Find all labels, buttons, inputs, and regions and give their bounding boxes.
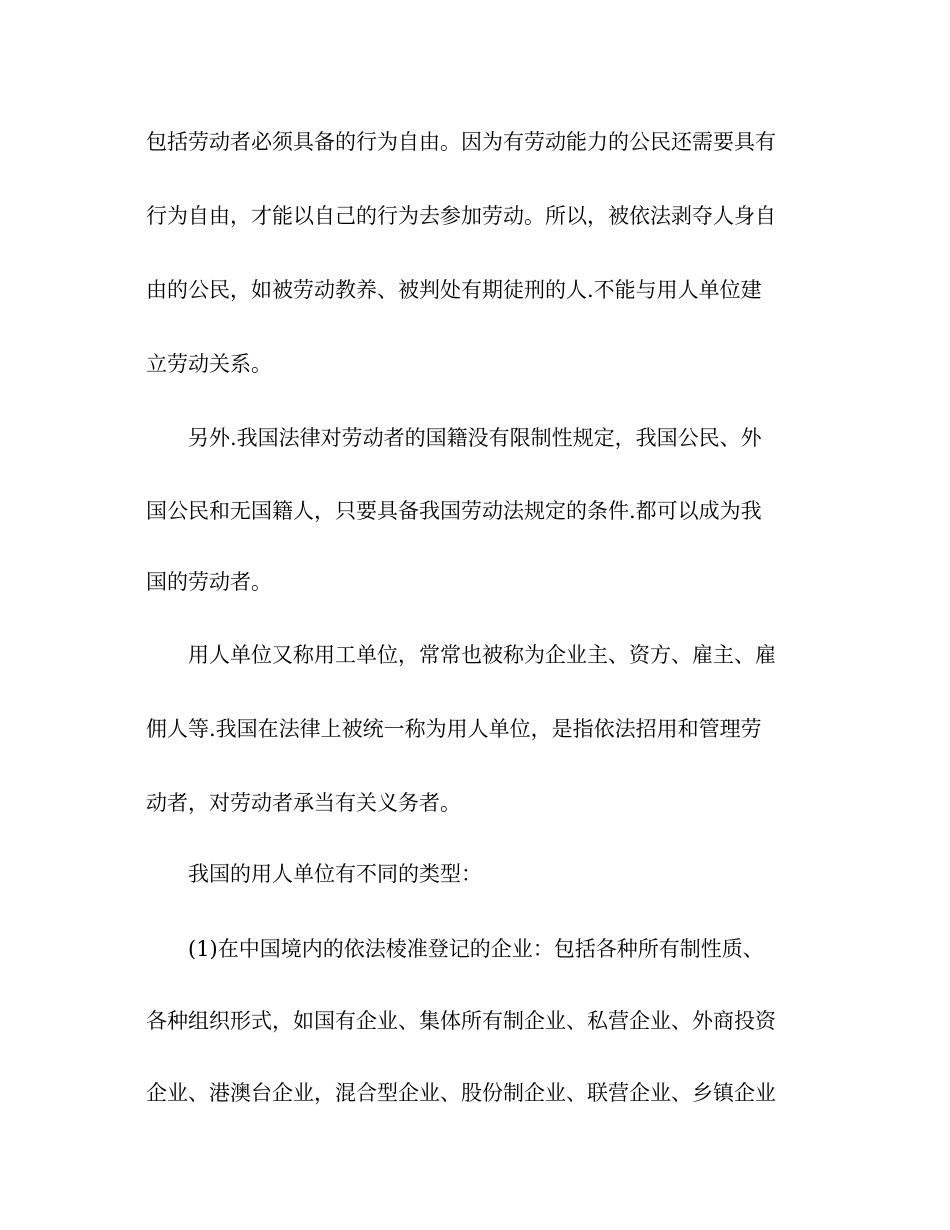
text-line: 另外.我国法律对劳动者的国籍没有限制性规定，我国公民、外 [188,426,762,450]
text-line: 国公民和无国籍人，只要具备我国劳动法规定的条件.都可以成为我 [146,499,762,523]
text-line: (1)在中国境内的依法棱准登记的企业：包括各种所有制性质、 [188,937,764,961]
text-line: 用人单位又称用工单位，常常也被称为企业主、资方、雇主、雇 [188,643,776,667]
text-line: 企业、港澳台企业，混合型企业、股份制企业、联营企业、乡镇企业 [146,1081,776,1105]
text-line: 动者，对劳动者承当有关义务者。 [146,791,461,815]
text-line: 各种组织形式，如国有企业、集体所有制企业、私营企业、外商投资 [146,1009,776,1033]
text-line: 佣人等.我国在法律上被统一称为用人单位，是指依法招用和管理劳 [146,717,762,741]
text-line: 立劳动关系。 [146,352,272,376]
text-line: 由的公民，如被劳动教养、被判处有期徒刑的人.不能与用人单位建 [146,278,762,302]
text-line: 行为自由，才能以自己的行为去参加劳动。所以，被依法剥夺人身自 [146,204,776,228]
text-line: 包括劳动者必须具备的行为自由。因为有劳动能力的公民还需要具有 [146,130,776,154]
text-line: 国的劳动者。 [146,570,272,594]
text-line: 我国的用人单位有不同的类型： [188,862,482,886]
